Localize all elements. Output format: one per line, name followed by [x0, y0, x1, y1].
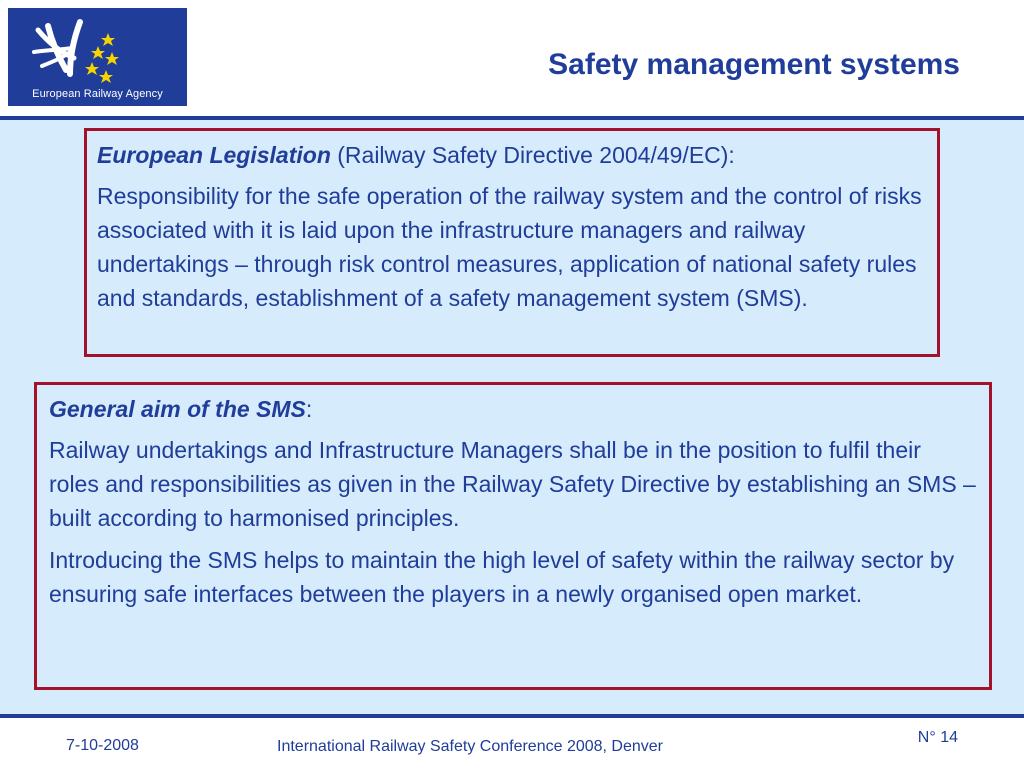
sms-aim-heading-rest: :	[305, 396, 313, 422]
logo-text: European Railway Agency	[32, 88, 163, 100]
legislation-heading	[97, 141, 927, 169]
sms-aim-heading-emphasis: General aim of the SMS	[49, 396, 306, 422]
footer-date: 7-10-2008	[66, 737, 139, 754]
era-logo	[8, 8, 187, 106]
footer-page-number: N° 14	[917, 729, 958, 746]
legislation-box	[84, 128, 940, 357]
legislation-heading-emphasis: European Legislation	[97, 142, 331, 168]
sms-aim-paragraph-1: Railway undertakings and Infrastructure Managers shall be in the position to fulfil their roles and responsibilities as given in the Railway Safety Directive by establishing an SMS – built according to harmonised principles.	[49, 437, 976, 531]
legislation-paragraph: Responsibility for the safe operation of the railway system and the control of risks associated with it is laid upon the infrastructure managers and railway undertakings – through risk control measures, application of national safety rules and standards, establishment of a safety management system (SMS).	[97, 183, 922, 311]
sms-aim-paragraph-2: Introducing the SMS helps to maintain the high level of safety within the railway sector by ensuring safe interfaces between the players in a newly organised open market.	[49, 547, 955, 607]
sms-aim-heading	[49, 395, 977, 423]
footer-conference: International Railway Safety Conference 2008, Denver	[277, 738, 663, 755]
legislation-heading-rest: (Railway Safety Directive 2004/49/EC):	[330, 142, 735, 168]
page-title: Safety management systems	[548, 48, 960, 81]
sms-aim-box	[34, 382, 992, 690]
footer-divider	[0, 714, 1024, 718]
